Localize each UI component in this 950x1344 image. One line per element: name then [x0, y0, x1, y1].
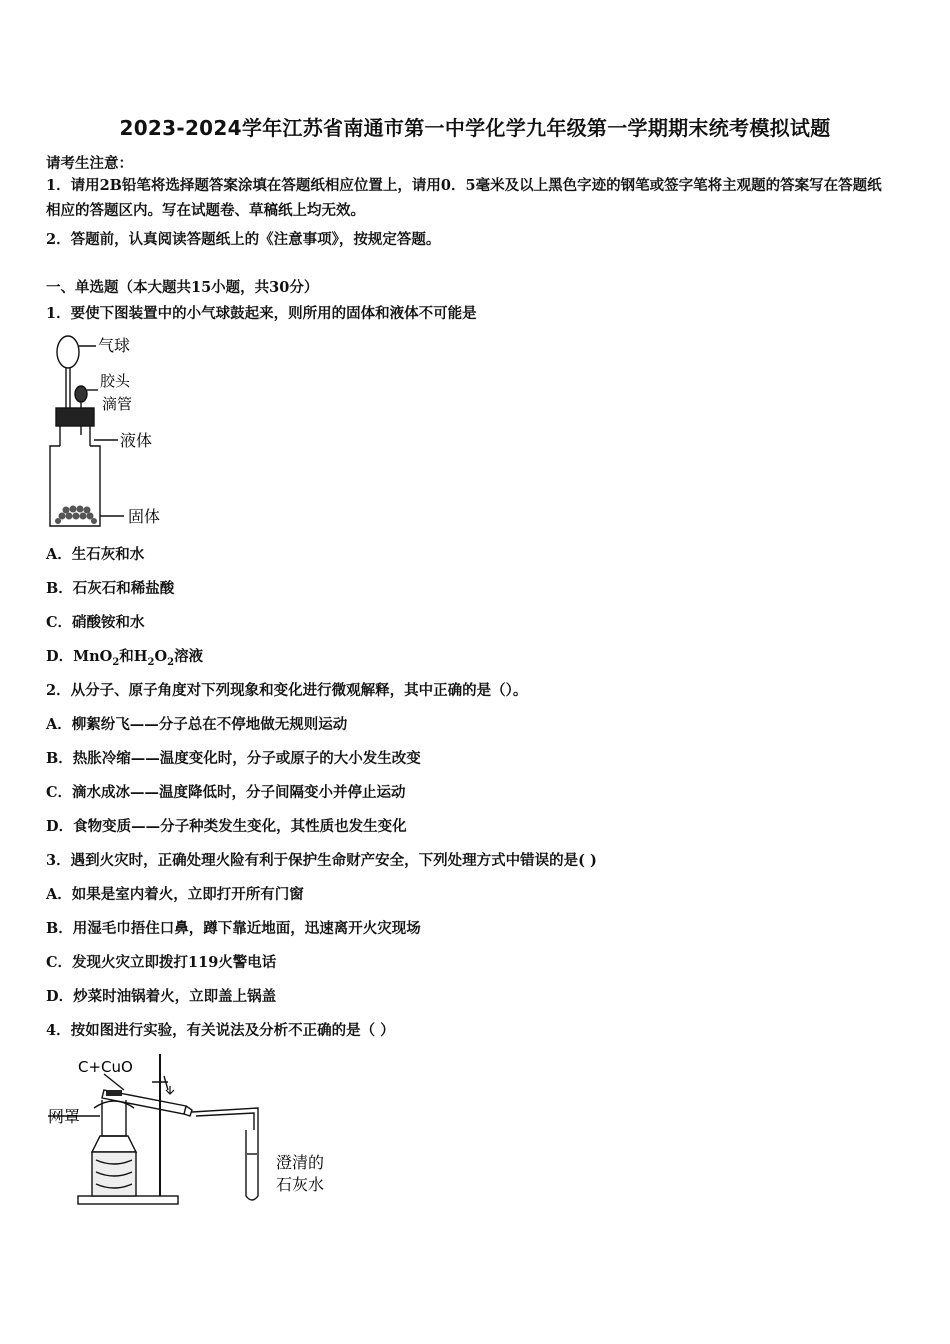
balloon	[57, 336, 79, 368]
q1-apparatus-figure	[40, 330, 200, 530]
label-liquid: 液体	[120, 431, 153, 450]
label-balloon: 气球	[98, 336, 131, 355]
q2-option-d: D．食物变质——分子种类发生变化，其性质也发生变化	[46, 818, 407, 835]
notice-item-2: 2．答题前，认真阅读答题纸上的《注意事项》，按规定答题。	[46, 231, 441, 248]
q2-stem: 2．从分子、原子角度对下列现象和变化进行微观解释，其中正确的是（）。	[46, 682, 528, 699]
label-limewater-1: 澄清的	[276, 1153, 325, 1172]
q3-option-a: A．如果是室内着火，立即打开所有门窗	[46, 886, 304, 903]
q2-option-a: A．柳絮纷飞——分子总在不停地做无规则运动	[46, 716, 348, 733]
label-solid: 固体	[128, 507, 161, 526]
q2-option-b: B．热胀冷缩——温度变化时，分子或原子的大小发生改变	[46, 750, 421, 767]
q3-option-b: B．用湿毛巾捂住口鼻，蹲下靠近地面，迅速离开火灾现场	[46, 920, 421, 937]
label-dropper-2: 滴管	[102, 395, 133, 413]
label-dropper-1: 胶头	[100, 372, 131, 390]
q3-stem: 3．遇到火灾时，正确处理火险有利于保护生命财产安全，下列处理方式中错误的是( )	[46, 852, 597, 869]
mesh-hood	[102, 1100, 126, 1136]
q2-option-c: C．滴水成冰——温度降低时，分子间隔变小并停止运动	[46, 784, 406, 801]
receiving-test-tube	[246, 1130, 258, 1200]
section-heading: 一、单选题（本大题共15小题，共30分）	[46, 279, 319, 296]
label-limewater-2: 石灰水	[276, 1175, 325, 1194]
stand-base	[78, 1196, 178, 1204]
stopper	[56, 408, 94, 426]
alcohol-lamp	[92, 1136, 136, 1152]
q1-option-c: C．硝酸铵和水	[46, 614, 145, 631]
q3-option-c: C．发现火灾立即拨打119火警电话	[46, 954, 277, 971]
label-mesh: 网罩	[48, 1107, 81, 1126]
q1-stem: 1．要使下图装置中的小气球鼓起来，则所用的固体和液体不可能是	[46, 305, 477, 322]
notice-item-1: 1．请用2B铅笔将选择题答案涂填在答题纸相应位置上，请用0．5毫米及以上黑色字迹的钢笔或签字笔将主观题的答案写在答题纸相应的答题区内。写在试题卷、草稿纸上均无效。	[46, 177, 882, 219]
q3-option-d: D．炒菜时油锅着火，立即盖上锅盖	[46, 988, 277, 1005]
q1-option-a: A．生石灰和水	[46, 546, 145, 563]
notice-heading: 请考生注意：	[46, 155, 133, 172]
q1-option-d: D．MnO$_2$和$H_2O_2$溶液	[46, 648, 204, 668]
label-reactants: C+CuO	[78, 1058, 133, 1076]
page-title: 2023-2024学年江苏省南通市第一中学化学九年级第一学期期末统考模拟试题	[119, 116, 831, 140]
q1-option-b: B．石灰石和稀盐酸	[46, 580, 175, 597]
q4-stem: 4．按如图进行实验，有关说法及分析不正确的是（ ）	[46, 1022, 395, 1039]
dropper-bulb	[75, 386, 87, 402]
q4-apparatus-figure	[44, 1050, 344, 1212]
